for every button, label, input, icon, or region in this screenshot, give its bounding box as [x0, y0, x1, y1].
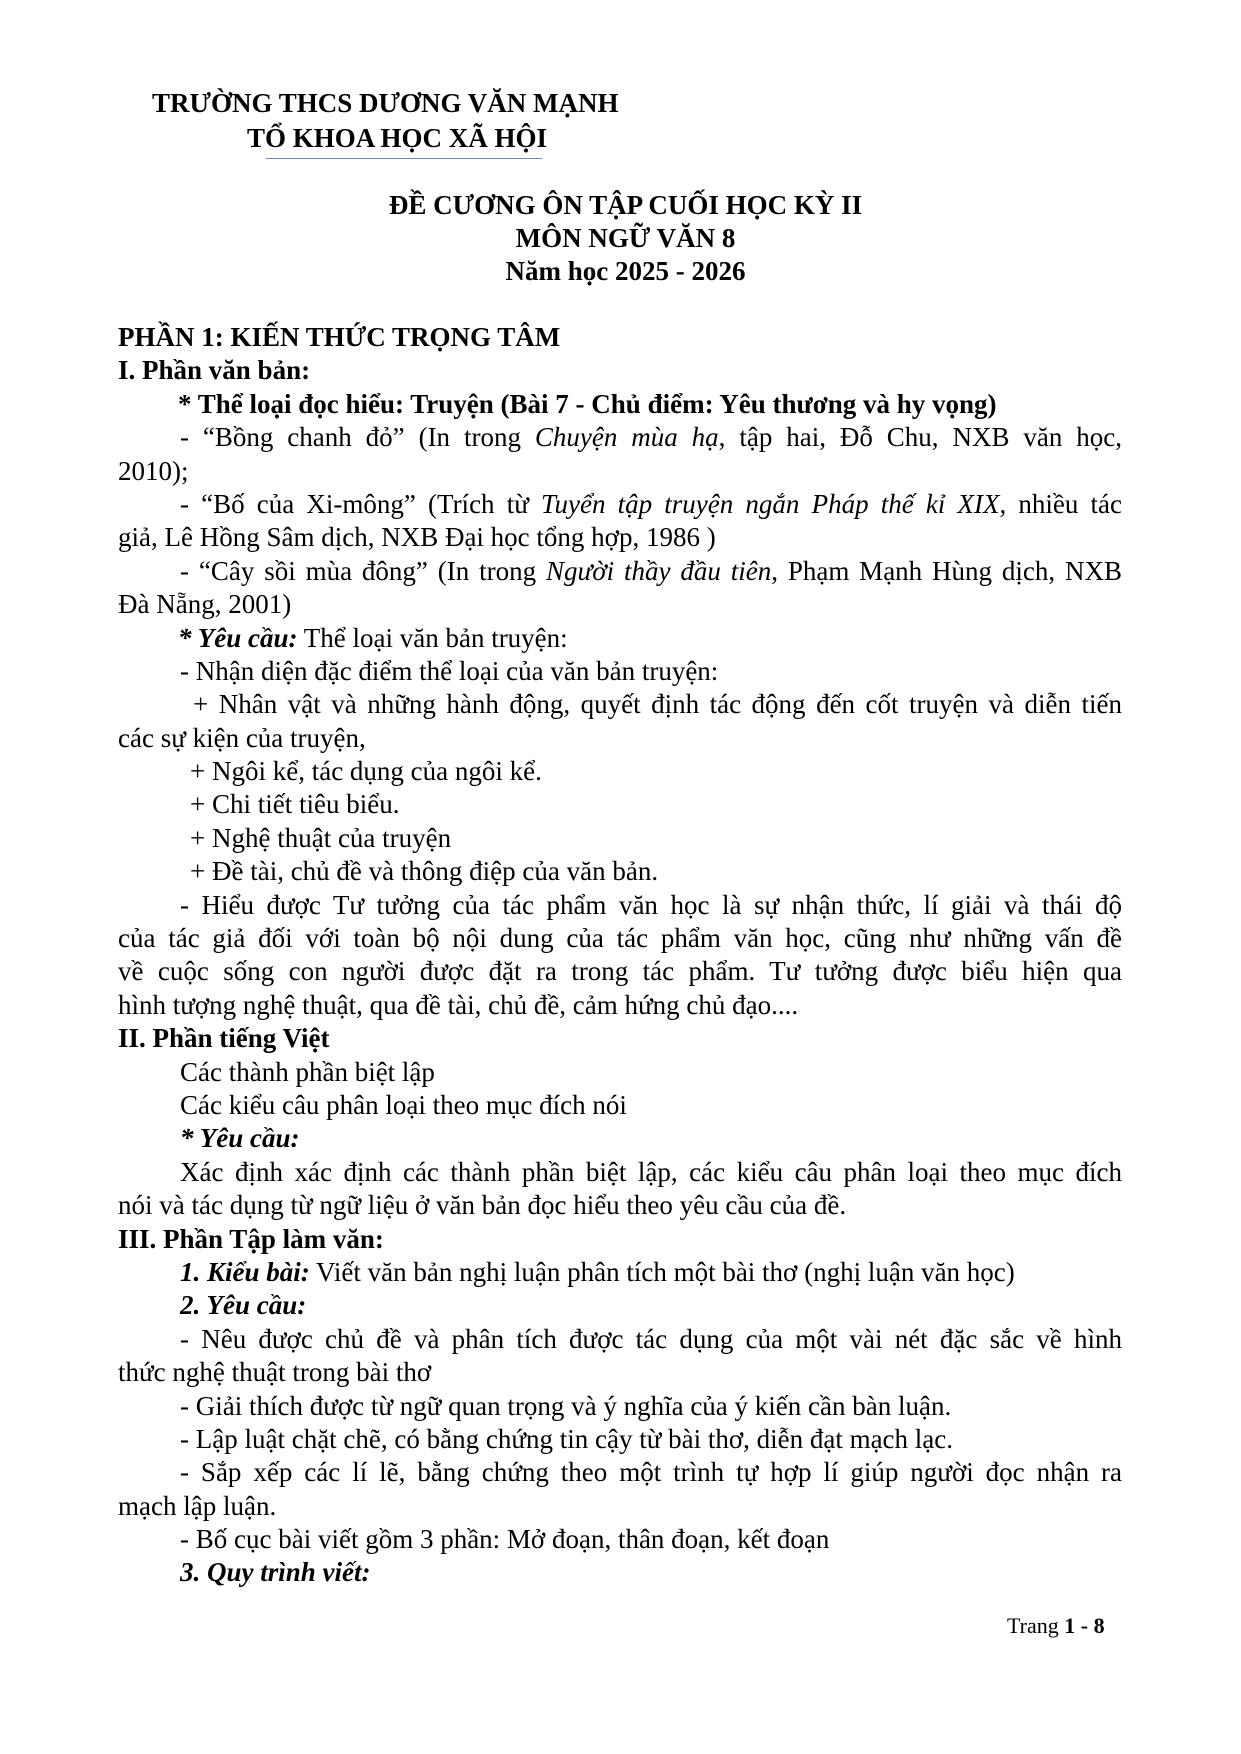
requirement-line-cont: nói và tác dụng từ ngữ liệu ở văn bản đọc hiểu theo yêu cầu của đề.	[118, 1190, 847, 1221]
process-label: 3. Quy trình viết:	[180, 1557, 371, 1588]
list-item: + Ngôi kể, tác dụng của ngôi kể.	[190, 756, 542, 787]
list-item-cont: các sự kiện của truyện,	[118, 722, 366, 753]
understand-line: của tác giả đối với toàn bộ nội dung của tác phẩm văn học, cũng như những vấn đề	[118, 923, 1122, 954]
requirement-item: - Bố cục bài viết gồm 3 phần: Mở đoạn, thân đoạn, kết đoạn	[180, 1524, 830, 1555]
requirement-item: - Giải thích được từ ngữ quan trọng và ý nghĩa của ý kiến cần bàn luận.	[180, 1390, 952, 1421]
school-name: TRƯỜNG THCS DƯƠNG VĂN MẠNH	[152, 88, 619, 118]
text2-line-cont: giả, Lê Hồng Sâm dịch, NXB Đại học tổng hợp, 1986 )	[118, 522, 716, 553]
understand-line: về cuộc sống con người được đặt ra trong tác phẩm. Tư tưởng được biểu hiện qua	[118, 956, 1122, 987]
department-name: TỔ KHOA HỌC XÃ HỘI	[247, 123, 548, 153]
requirement-label: * Yêu cầu:	[180, 1123, 300, 1154]
section2-heading: II. Phần tiếng Việt	[118, 1023, 330, 1054]
requirement-item-cont: thức nghệ thuật trong bài thơ	[118, 1357, 432, 1388]
list-item: + Chi tiết tiêu biểu.	[190, 789, 400, 820]
text1-line-cont: 2010);	[118, 455, 189, 486]
requirement-label: 2. Yêu cầu:	[180, 1290, 307, 1321]
text2-line: - “Bố của Xi-mông” (Trích từ Tuyển tập truyện ngắn Pháp thế kỉ XIX, nhiều tác	[180, 488, 1122, 519]
section3-heading: III. Phần Tập làm văn:	[118, 1223, 384, 1254]
department-underline	[266, 158, 542, 159]
requirement-item: - Sắp xếp các lí lẽ, bằng chứng theo một trình tự hợp lí giúp người đọc nhận ra	[180, 1457, 1122, 1488]
document-body	[118, 321, 1122, 1590]
requirement-item-cont: mạch lập luận.	[118, 1490, 277, 1521]
topic-line: Các thành phần biệt lập	[180, 1056, 435, 1087]
text3-line-cont: Đà Nẵng, 2001)	[118, 589, 292, 620]
genre-line: * Thể loại đọc hiểu: Truyện (Bài 7 - Chủ điểm: Yêu thương và hy vọng)	[178, 388, 997, 419]
requirement-item: - Nêu được chủ đề và phân tích được tác dụng của một vài nét đặc sắc về hình	[180, 1323, 1122, 1354]
subject-title: MÔN NGỮ VĂN 8	[515, 223, 736, 253]
school-year: Năm học 2025 - 2026	[505, 256, 746, 286]
text1-line: - “Bồng chanh đỏ” (In trong Chuyện mùa hạ, tập hai, Đỗ Chu, NXB văn học,	[180, 422, 1122, 453]
list-item: + Nghệ thuật của truyện	[190, 822, 452, 853]
text3-line: - “Cây sồi mùa đông” (In trong Người thầy đầu tiên, Phạm Mạnh Hùng dịch, NXB	[180, 555, 1123, 586]
essay-type-line: 1. Kiểu bài: Viết văn bản nghị luận phân tích một bài thơ (nghị luận văn học)	[180, 1256, 1015, 1287]
identify-line: - Nhận diện đặc điểm thể loại của văn bản truyện:	[180, 655, 719, 686]
document-title: ĐỀ CƯƠNG ÔN TẬP CUỐI HỌC KỲ II	[388, 190, 863, 220]
requirement-line: Xác định xác định các thành phần biệt lập, các kiểu câu phân loại theo mục đích	[180, 1156, 1122, 1187]
page-number: Trang 1 - 8	[1007, 1613, 1105, 1638]
part1-heading: PHẦN 1: KIẾN THỨC TRỌNG TÂM	[118, 322, 561, 352]
topic-line: Các kiểu câu phân loại theo mục đích nói	[180, 1089, 627, 1120]
section1-heading: I. Phần văn bản:	[118, 355, 311, 386]
list-item: + Đề tài, chủ đề và thông điệp của văn bản.	[190, 856, 659, 887]
requirement-item: - Lập luật chặt chẽ, có bằng chứng tin cậy từ bài thơ, diễn đạt mạch lạc.	[180, 1423, 954, 1454]
understand-line: - Hiểu được Tư tưởng của tác phẩm văn học là sự nhận thức, lí giải và thái độ	[180, 889, 1122, 920]
list-item: + Nhân vật và những hành động, quyết định tác động đến cốt truyện và diễn tiến	[193, 689, 1122, 720]
requirement-line: * Yêu cầu: Thể loại văn bản truyện:	[178, 622, 568, 653]
understand-line: hình tượng nghệ thuật, qua đề tài, chủ đề, cảm hứng chủ đạo....	[118, 989, 799, 1020]
